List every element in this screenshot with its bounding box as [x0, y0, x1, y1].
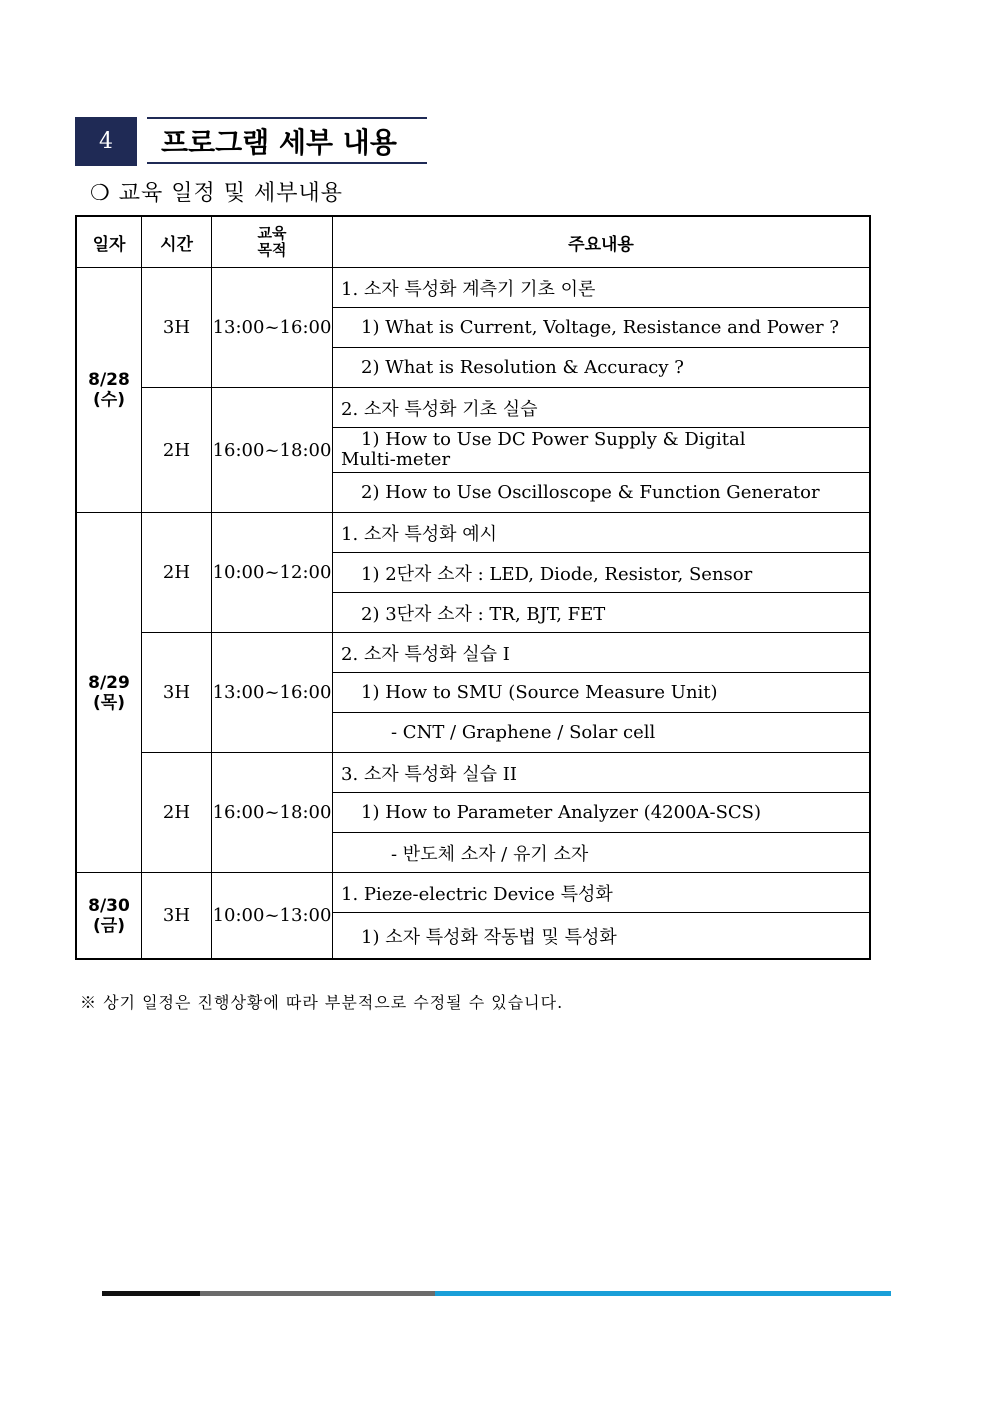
time-cell: 16:00~18:00	[212, 753, 333, 873]
content-line: 1) What is Current, Voltage, Resistance and Power ?	[333, 308, 871, 348]
hours-cell: 2H	[142, 753, 212, 873]
day-cell: 8/29 (목)	[76, 513, 142, 873]
subheading: ❍ 교육 일정 및 세부내용	[90, 181, 343, 206]
header-purpose: 교육 목적	[212, 216, 333, 268]
content-line: - CNT / Graphene / Solar cell	[333, 713, 871, 753]
content-line: 1. 소자 특성화 예시	[333, 513, 871, 553]
content-line: 2. 소자 특성화 실습 I	[333, 633, 871, 673]
table-row	[76, 513, 870, 553]
time-cell: 10:00~13:00	[212, 873, 333, 960]
table-row	[76, 388, 870, 428]
hours-cell: 2H	[142, 513, 212, 633]
day-cell: 8/30 (금)	[76, 873, 142, 960]
footer-bar-gray	[200, 1291, 435, 1296]
time-cell: 16:00~18:00	[212, 388, 333, 513]
time-cell: 13:00~16:00	[212, 268, 333, 388]
footer-bar-black	[102, 1291, 200, 1296]
time-cell: 10:00~12:00	[212, 513, 333, 633]
time-cell: 13:00~16:00	[212, 633, 333, 753]
hours-cell: 3H	[142, 268, 212, 388]
table-row	[76, 753, 870, 793]
table-row	[76, 873, 870, 913]
schedule-note: ※ 상기 일정은 진행상황에 따라 부분적으로 수정될 수 있습니다.	[80, 993, 564, 1012]
content-line: 1. 소자 특성화 계측기 기초 이론	[333, 268, 871, 308]
table-row	[76, 633, 870, 673]
content-line: 1. Pieze-electric Device 특성화	[333, 873, 871, 913]
hours-cell: 3H	[142, 633, 212, 753]
content-line: 1) How to SMU (Source Measure Unit)	[333, 673, 871, 713]
table-row	[76, 268, 870, 308]
header-row	[76, 216, 870, 268]
day-cell: 8/28 (수)	[76, 268, 142, 513]
content-line: - 반도체 소자 / 유기 소자	[333, 833, 871, 873]
content-line: 3. 소자 특성화 실습 II	[333, 753, 871, 793]
content-line: 2. 소자 특성화 기초 실습	[333, 388, 871, 428]
header-date: 일자	[76, 216, 142, 268]
content-line: 2) 3단자 소자 : TR, BJT, FET	[333, 593, 871, 633]
hours-cell: 3H	[142, 873, 212, 960]
content-line: 1) How to Parameter Analyzer (4200A-SCS)	[333, 793, 871, 833]
header-hours: 시간	[142, 216, 212, 268]
hours-cell: 2H	[142, 388, 212, 513]
content-line: 1) How to Use DC Power Supply & Digital Multi-meter	[333, 428, 871, 473]
content-line: 1) 소자 특성화 작동법 및 특성화	[333, 913, 871, 960]
header-content: 주요내용	[333, 216, 871, 268]
section-number: 4	[75, 117, 137, 166]
content-line: 2) What is Resolution & Accuracy ?	[333, 348, 871, 388]
schedule-table	[75, 215, 871, 960]
section-title: 프로그램 세부 내용	[147, 117, 427, 164]
content-line: 2) How to Use Oscilloscope & Function Generator	[333, 473, 871, 513]
footer-bar-blue	[435, 1291, 891, 1296]
content-line: 1) 2단자 소자 : LED, Diode, Resistor, Sensor	[333, 553, 871, 593]
